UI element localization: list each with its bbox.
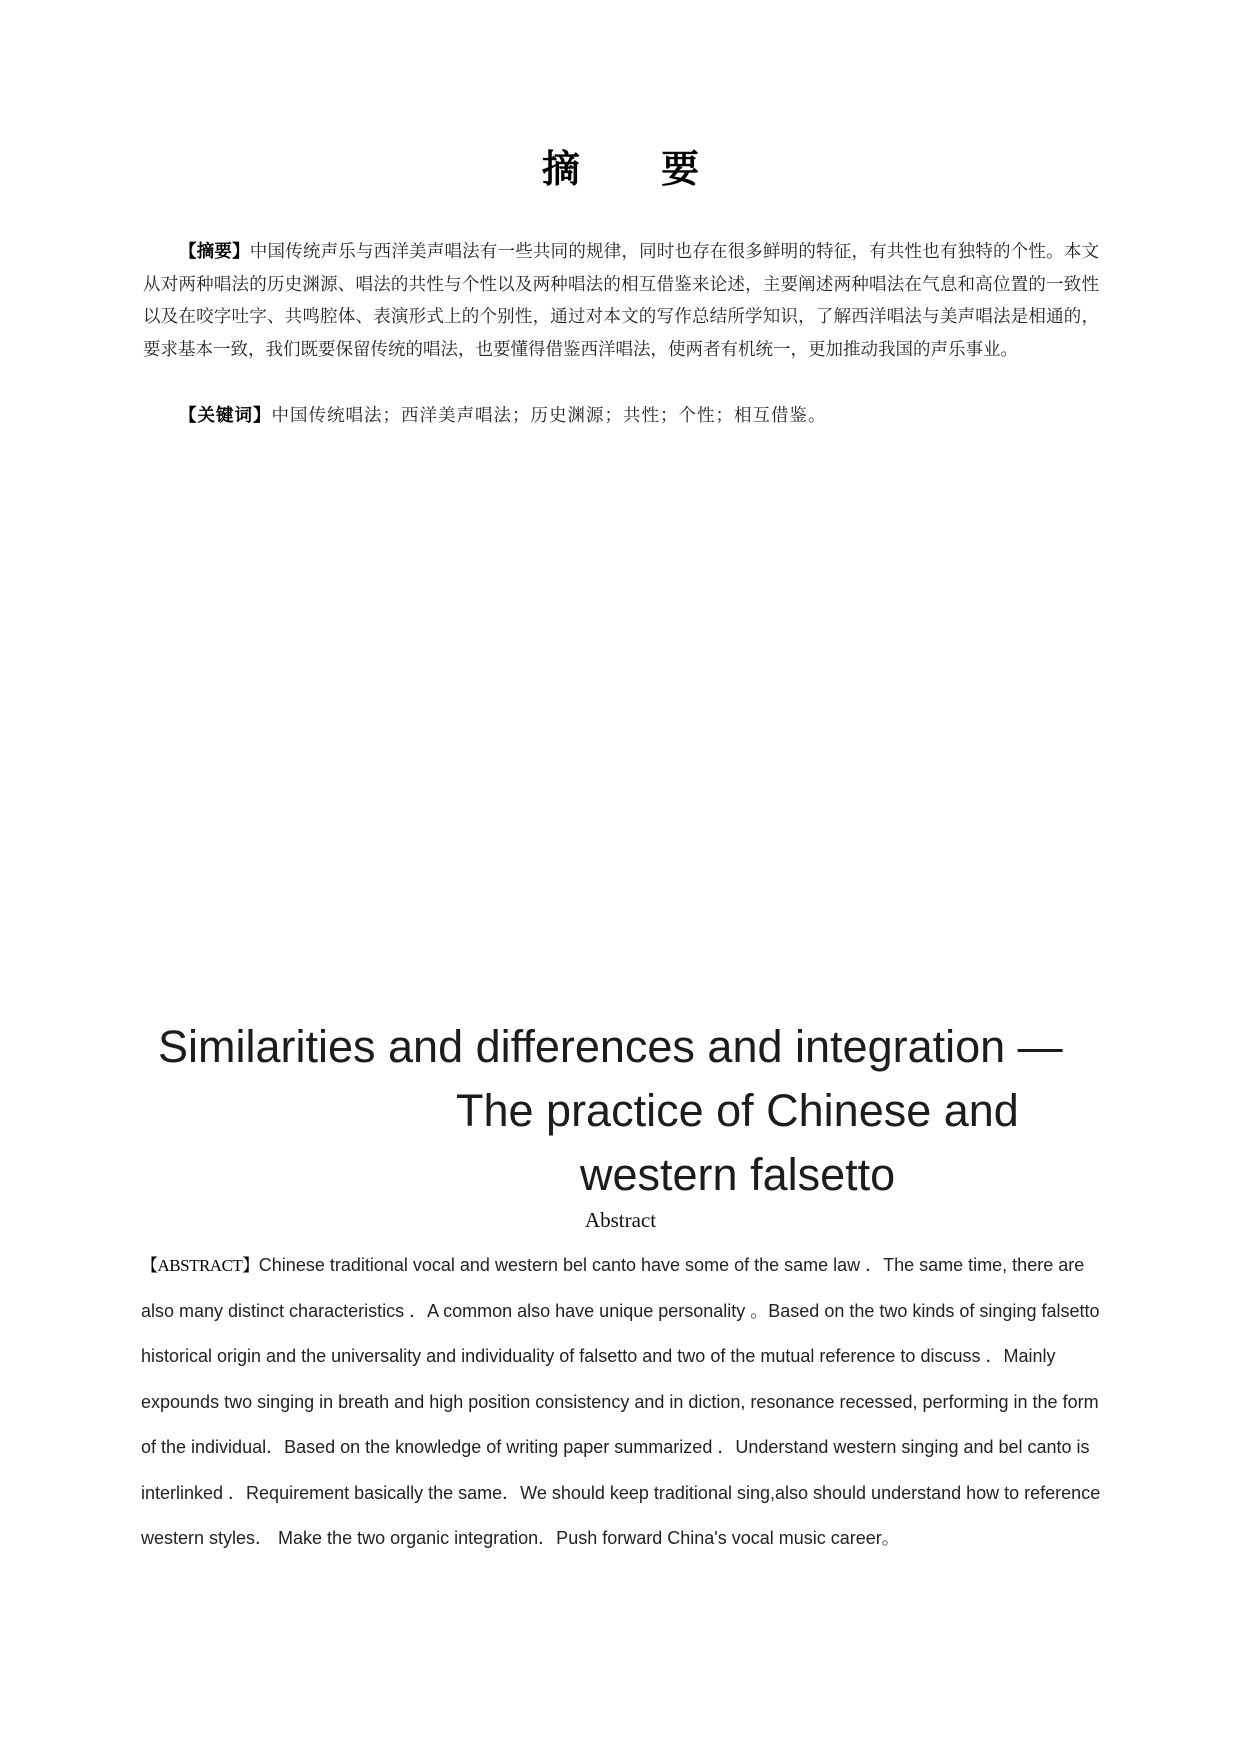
chinese-abstract-paragraph [143,236,1099,366]
english-title-line-2: The practice of Chinese and [456,1085,1019,1136]
chinese-abstract-title: 摘 要 [541,146,734,191]
chinese-abstract-label: 【摘要】 [179,242,250,262]
english-title-line-1: Similarities and differences and integration — [158,1021,1063,1072]
chinese-keywords-paragraph [143,400,1099,433]
english-abstract-paragraph [141,1243,1116,1562]
chinese-keywords-label: 【关键词】 [179,406,272,426]
english-abstract-heading: Abstract [584,1208,657,1232]
chinese-keywords-text: 中国传统唱法；西洋美声唱法；历史渊源；共性；个性；相互借鉴。 [271,406,827,426]
english-abstract-text: Chinese traditional vocal and western bel canto have some of the same law ．The same time, there are also many distinct characteristics ．A common also have unique personality 。Based on the two kinds of singing falsetto historical origin and the universality and individuality of falsetto and two of the mutual reference to discuss ．Mainly expounds two singing in breath and high position consistency and in diction, resonance recessed, performing in the form of the individual．Based on the knowledge of writing paper summarized ．Understand western singing and bel canto is interlinked ．Requirement basically the same．We should keep traditional sing,also should understand how to reference western styles． Make the two organic integration．Push forward China's vocal music career。 [141,1255,1101,1548]
chinese-abstract-text: 中国传统声乐与西洋美声唱法有一些共同的规律，同时也存在很多鲜明的特征，有共性也有独特的个性。本文从对两种唱法的历史渊源、唱法的共性与个性以及两种唱法的相互借鉴来论述，主要阐述两种唱法在气息和高位置的一致性以及在咬字吐字、共鸣腔体、表演形式上的个别性，通过对本文的写作总结所学知识，了解西洋唱法与美声唱法是相通的，要求基本一致，我们既要保留传统的唱法，也要懂得借鉴西洋唱法，使两者有机统一，更加推动我国的声乐事业。 [143,242,1100,360]
english-abstract-label: 【ABSTRACT】 [141,1256,259,1275]
english-title-line-3: western falsetto [580,1149,896,1200]
